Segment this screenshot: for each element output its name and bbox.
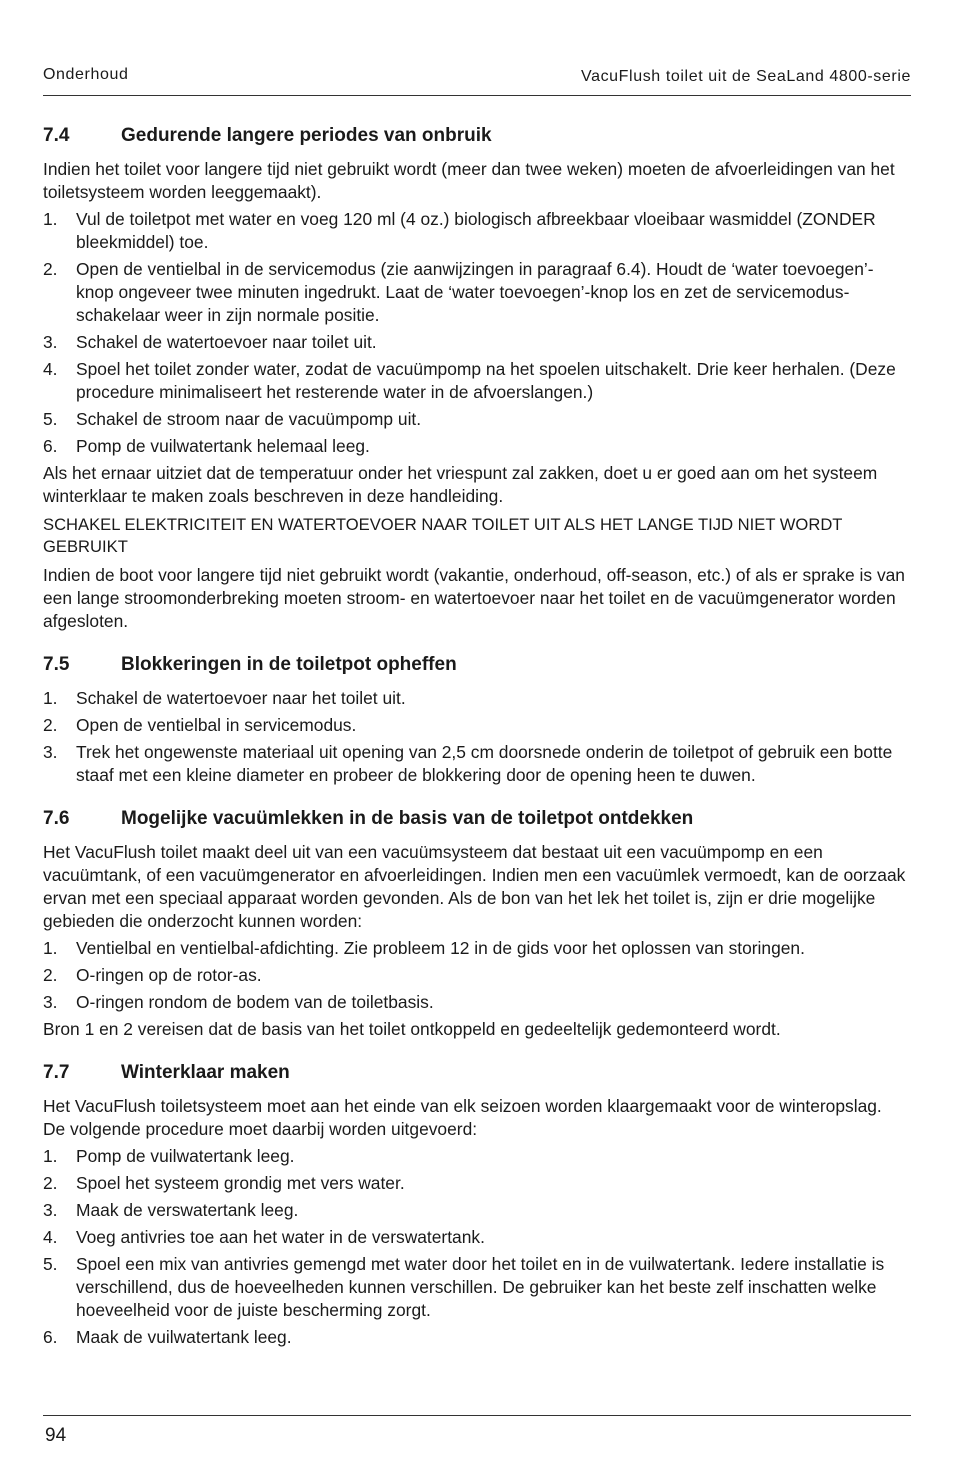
list-item: 5. Schakel de stroom naar de vacuümpomp uit. — [43, 409, 422, 429]
list-item: 6. Pomp de vuilwatertank helemaal leeg. — [43, 436, 370, 456]
paragraph: Als het ernaar uitziet dat de temperatuur onder het vriespunt zal zakken, doet u er goed aan om het systeem winterklaar te maken zoals beschreven in deze handleiding. — [43, 463, 878, 506]
page-content — [43, 124, 906, 1353]
paragraph: Het VacuFlush toilet maakt deel uit van een vacuümsysteem dat bestaat uit een vacuümpomp en een vacuümtank, of een vacuümgenerator en afvoerleidingen. Indien men een vacuümlek vermoedt, kan de oorzaak ervan met een speciaal apparaat worden gevonden. Als de bon van het lek het toilet is, zijn er drie mogelijke gebieden die onderzocht kunnen worden: — [43, 842, 906, 931]
list-item: 1. Ventielbal en ventielbal-afdichting. Zie probleem 12 in de gids voor het oplossen van storingen. — [43, 938, 805, 958]
list-item: 3. Maak de verswatertank leeg. — [43, 1200, 299, 1220]
warning-text: SCHAKEL ELEKTRICITEIT EN WATERTOEVOER NAAR TOILET UIT ALS HET LANGE TIJD NIET WORDT GEBRUIKT — [43, 515, 843, 556]
list-item: 4. Voeg antivries toe aan het water in de verswatertank. — [43, 1227, 485, 1247]
paragraph: Bron 1 en 2 vereisen dat de basis van het toilet ontkoppeld en gedeeltelijk gedemonteerd wordt. — [43, 1019, 781, 1039]
paragraph: Indien het toilet voor langere tijd niet gebruikt wordt (meer dan twee weken) moeten de afvoerleidingen van het toiletsysteem worden leeggemaakt). — [43, 159, 895, 202]
list-item: 4. Spoel het toilet zonder water, zodat de vacuümpomp na het spoelen uitschakelt. Drie keer herhalen. (Deze procedure minimaliseert het resterende water in de afvoerslangen.) — [43, 359, 896, 402]
header-title: VacuFlush toilet uit de SeaLand 4800-serie — [581, 68, 911, 85]
list-item: 3. Schakel de watertoevoer naar toilet uit. — [43, 332, 377, 352]
list-item: 5. Spoel een mix van antivries gemengd met water door het toilet en in de vuilwatertank. Iedere installatie is verschillend, dus de hoeveelheden kunnen verschillen. De gebruiker kan het beste zelf inschatten welke hoeveelheid voor de juiste bescherming zorgt. — [43, 1254, 885, 1320]
list-item: 2. Open de ventielbal in servicemodus. — [43, 715, 357, 735]
paragraph: Het VacuFlush toiletsysteem moet aan het einde van elk seizoen worden klaargemaakt voor de winteropslag. De volgende procedure moet daarbij worden uitgevoerd: — [43, 1096, 882, 1139]
list-item: 1. Schakel de watertoevoer naar het toilet uit. — [43, 688, 406, 708]
list-item: 2. Open de ventielbal in de servicemodus (zie aanwijzingen in paragraaf 6.4). Houdt de ‘water toevoegen’-knop ongeveer twee minuten ingedrukt. Laat de ‘water toevoegen’-knop los en zet de servicemodus-schakelaar weer in zijn normale positie. — [43, 259, 874, 325]
numbered-list — [43, 937, 906, 1014]
section-heading-7-6: 7.6 Mogelijke vacuümlekken in de basis van de toiletpot ontdekken — [43, 808, 694, 829]
numbered-list — [43, 1145, 906, 1349]
list-item: 1. Pomp de vuilwatertank leeg. — [43, 1146, 295, 1166]
list-item: 3. Trek het ongewenste materiaal uit opening van 2,5 cm doorsnede onderin de toiletpot of gebruik een botte staaf met een kleine diameter en probeer de blokkering door de opening heen te duwen. — [43, 742, 893, 785]
numbered-list — [43, 687, 906, 787]
page-header — [43, 66, 911, 96]
numbered-list — [43, 208, 906, 458]
page-footer — [43, 1415, 911, 1446]
section-heading-7-7: 7.7 Winterklaar maken — [43, 1062, 290, 1083]
page-number: 94 — [45, 1425, 67, 1446]
list-item: 6. Maak de vuilwatertank leeg. — [43, 1327, 292, 1347]
list-item: 2. O-ringen op de rotor-as. — [43, 965, 262, 985]
section-heading-7-4: 7.4 Gedurende langere periodes van onbruik — [43, 125, 492, 146]
list-item: 3. O-ringen rondom de bodem van de toiletbasis. — [43, 992, 434, 1012]
paragraph: Indien de boot voor langere tijd niet gebruikt wordt (vakantie, onderhoud, off-season, etc.) of als er sprake is van een lange stroomonderbreking moeten stroom- en watertoevoer naar het toilet en de vacuümgenerator worden afgesloten. — [43, 565, 905, 631]
list-item: 1. Vul de toiletpot met water en voeg 120 ml (4 oz.) biologisch afbreekbaar vloeibaar wasmiddel (ZONDER bleekmiddel) toe. — [43, 209, 876, 252]
list-item: 2. Spoel het systeem grondig met vers water. — [43, 1173, 405, 1193]
header-section: Onderhoud — [43, 66, 129, 83]
section-heading-7-5: 7.5 Blokkeringen in de toiletpot opheffen — [43, 654, 457, 675]
